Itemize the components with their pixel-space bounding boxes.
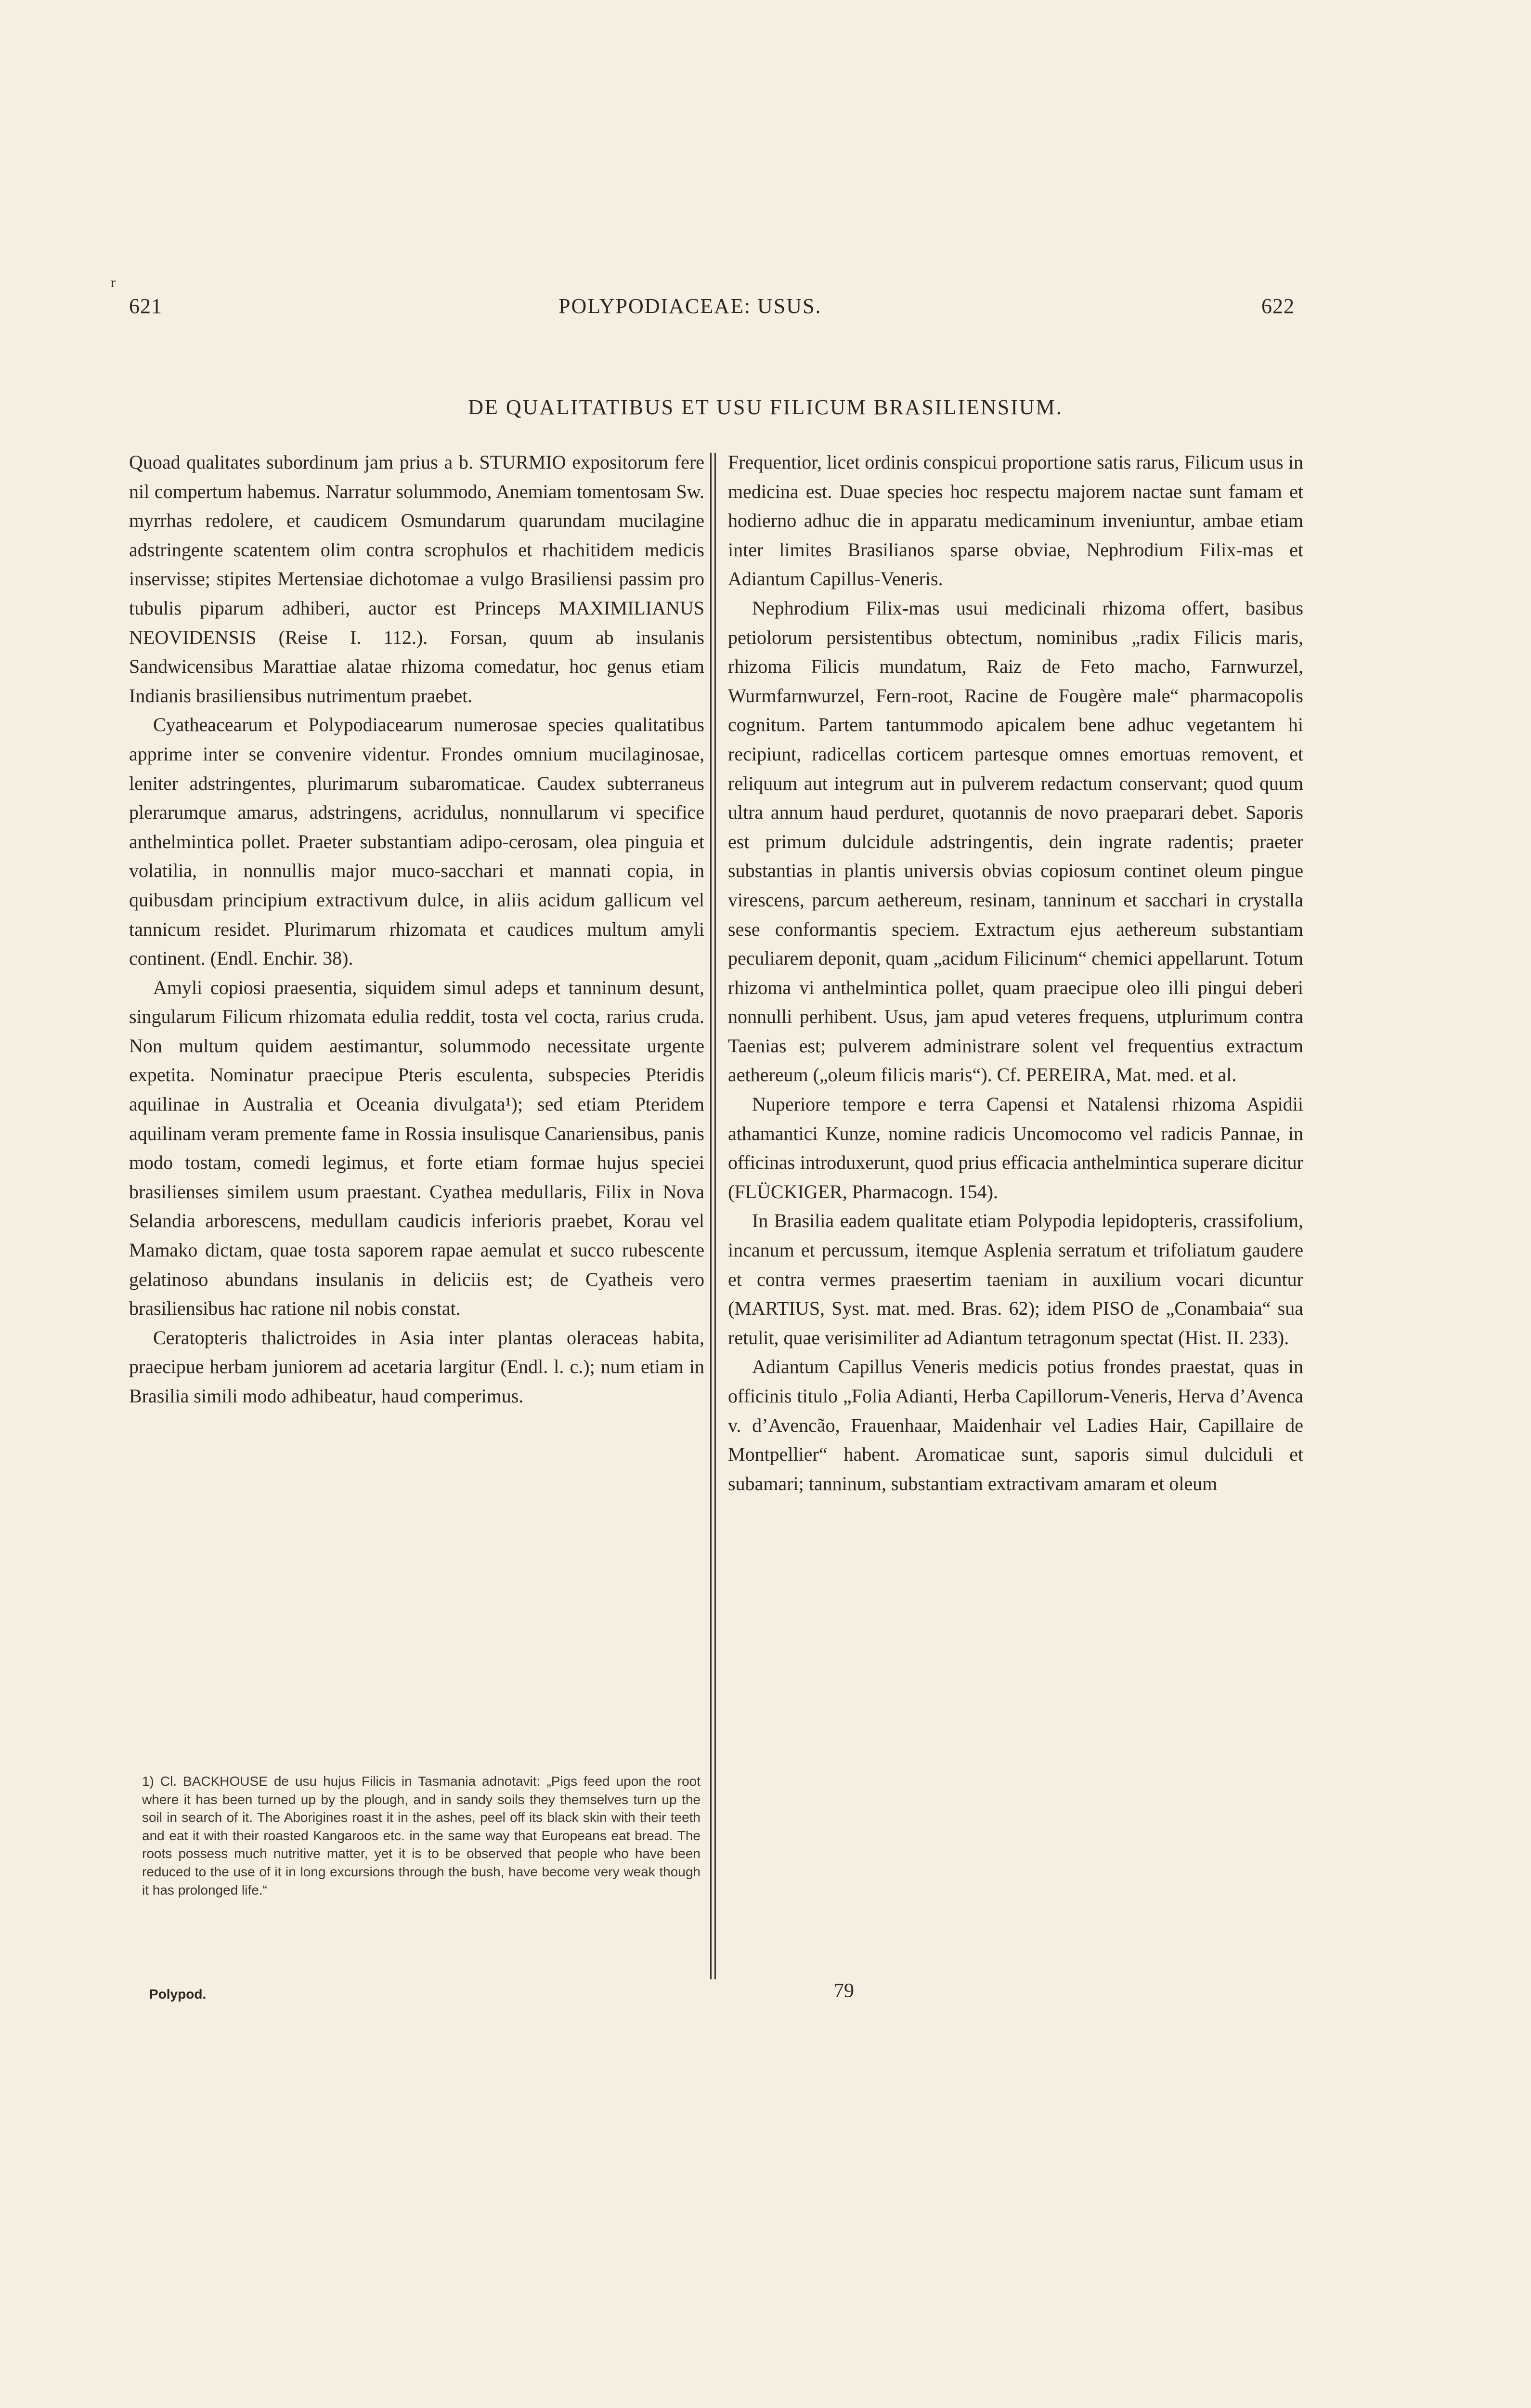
paragraph: Frequentior, licet ordinis conspicui proportione satis rarus, Filicum usus in medicina est. Duae species hoc respectu majorem nactae sunt famam et hodierno adhuc die in apparatu medicaminum inveniuntur, ambae etiam inter limites Brasilianos sparse obviae, Nephrodium Filix-mas et Adiantum Capillus-Veneris. (728, 451, 1303, 590)
paragraph: Adiantum Capillus Veneris medicis potius frondes praestat, quas in officinis titulo „Folia Adianti, Herba Capillorum-Veneris, Herva d’Avenca v. d’Avencão, Frauenhaar, Maidenhair vel Ladies Hair, Capillaire de Montpellier“ habent. Aromaticae sunt, saporis simul dulciduli et subamari; tanninum, substantiam extractivam amaram et oleum (728, 1356, 1303, 1494)
paragraph: In Brasilia eadem qualitate etiam Polypodia lepidopteris, crassifolium, incanum et percussum, itemque Asplenia serratum et trifoliatum gaudere et contra vermes praesertim taeniam in auxilium vocari dicuntur (MARTIUS, Syst. mat. med. Bras. 62); idem PISO de „Conambaia“ sua retulit, quae verisimiliter ad Adiantum tetragonum spectat (Hist. II. 233). (728, 1210, 1303, 1348)
running-head: POLYPODIACEAE: USUS. (558, 294, 822, 318)
printer-mark: r (111, 275, 116, 290)
paragraph: Quoad qualitates subordinum jam prius a b. STURMIO expositorum fere nil compertum habemus. Narratur solummodo, Anemiam tomentosam Sw. myrrhas redolere, et caudicem Osmundarum quarundam mucilagine adstringente scatentem olim contra scrophulos et rhachitidem medicis inservisse; stipites Mertensiae dichotomae a vulgo Brasiliensi passim pro tubulis piparum adhiberi, auctor est Princeps MAXIMILIANUS NEOVIDENSIS (Reise I. 112.). Forsan, quum ab insulanis Sandwicensibus Marattiae alatae rhizoma comedatur, hoc genus etiam Indianis brasiliensibus nutrimentum praebet. (129, 451, 704, 707)
section-title: DE QUALITATIBUS ET USU FILICUM BRASILIENSIUM. (468, 395, 1063, 419)
paragraph: Amyli copiosi praesentia, siquidem simul adeps et tanninum desunt, singularum Filicum rhizomata edulia reddit, tosta vel cocta, rarius cruda. Non multum quidem aestimantur, solummodo necessitate urgente expetita. Nominatur praecipue Pteris esculenta, subspecies Pteridis aquilinae in Australia et Oceania divulgata¹); sed etiam Pteridem aquilinam veram premente fame in Rossia insulisque Canariensibus, panis modo tostam, comedi legimus, et forte etiam formae hujus speciei brasilienses similem usum praestant. Cyathea medullaris, Filix in Nova Selandia arborescens, medullam caudicis inferioris praebet, Korau vel Mamako dictam, quae tosta saporem rapae aemulat et succo rubescente gelatinoso abundans insulanis in deliciis est; de Cyatheis vero brasiliensibus hac ratione nil nobis constat. (129, 976, 704, 1320)
paragraph: Cyatheacearum et Polypodiacearum numerosae species qualitatibus apprime inter se convenire videntur. Frondes omnium mucilaginosae, leniter adstringentes, plurimarum subaromaticae. Caudex subterraneus plerarumque amarus, adstringens, acridulus, nonnullarum vi specifice anthelmintica pollet. Praeter substantiam adipo-cerosam, olea pinguia et volatilia, in nonnullis major muco-sacchari et mannati copia, in quibusdam principium extractivum dulce, in aliis acidum gallicum vel tannicum residet. Plurimarum rhizomata et caudices multum amyli continent. (Endl. Enchir. 38). (129, 714, 704, 969)
page-number: 79 (834, 1980, 854, 2002)
paragraph: Nuperiore tempore e terra Capensi et Natalensi rhizoma Aspidii athamantici Kunze, nomine radicis Uncomocomo vel radicis Pannae, in officinas introduxerunt, quod prius efficacia anthelmintica superare dicitur (FLÜCKIGER, Pharmacogn. 154). (728, 1093, 1303, 1203)
column-divider-line (710, 453, 712, 1979)
paragraph: Nephrodium Filix-mas usui medicinali rhizoma offert, basibus petiolorum persistentibus obtectum, nominibus „radix Filicis maris, rhizoma Filicis mundatum, Raiz de Feto macho, Farnwurzel, Wurmfarnwurzel, Fern-root, Racine de Fougère male“ pharmacopolis cognitum. Partem tantummodo apicalem bene adhuc vegetantem hi recipiunt, radicellas corticem partesque omnes emortuas removent, et reliquum aut integrum aut in pulverem redactum conservant; quod quum ultra annum haud perduret, quotannis de novo praeparari debet. Saporis est primum dulcidule adstringentis, dein ingrate radentis; praeter substantias in plantis universis obvias copiosum continet oleum pingue virescens, parcum aethereum, resinam, tanninum et sacchari in crystalla sese conformantis speciem. Extractum ejus aethereum substantiam peculiarem deponit, quam „acidum Filicinum“ chemici appellarunt. Totum rhizoma vi anthelmintica pollet, quam praecipue oleo illi pingui deberi nonnulli perhibent. Usus, jam apud veteres frequens, utplurimum contra Taenias est; pulverem administrare solent vel frequentius extractum aethereum („oleum filicis maris“). Cf. PEREIRA, Mat. med. et al. (728, 597, 1303, 1086)
column-divider-line (714, 453, 716, 1979)
left-column-number: 621 (129, 294, 162, 318)
left-column (129, 448, 704, 1411)
right-column (728, 448, 1303, 1498)
right-column-number: 622 (1261, 294, 1295, 318)
signature-mark: Polypod. (149, 1987, 207, 2002)
paragraph: Ceratopteris thalictroides in Asia inter plantas oleraceas habita, praecipue herbam juniorem ad acetaria largitur (Endl. l. c.); num etiam in Brasilia simili modo adhibeatur, haud comperimus. (129, 1326, 704, 1407)
footnote: 1) Cl. BACKHOUSE de usu hujus Filicis in Tasmania adnotavit: „Pigs feed upon the root where it has been turned up by the plough, and in sandy soils they themselves turn up the soil in search of it. The Aborigines roast it in the ashes, peel off its black skin with their teeth and eat it with their roasted Kangaroos etc. in the same way that Europeans eat bread. The roots possess much nutritive matter, yet it is to be observed that people who have been reduced to the use of it in long excursions through the bush, have become very weak though it has prolonged life.“ (142, 1774, 701, 1898)
